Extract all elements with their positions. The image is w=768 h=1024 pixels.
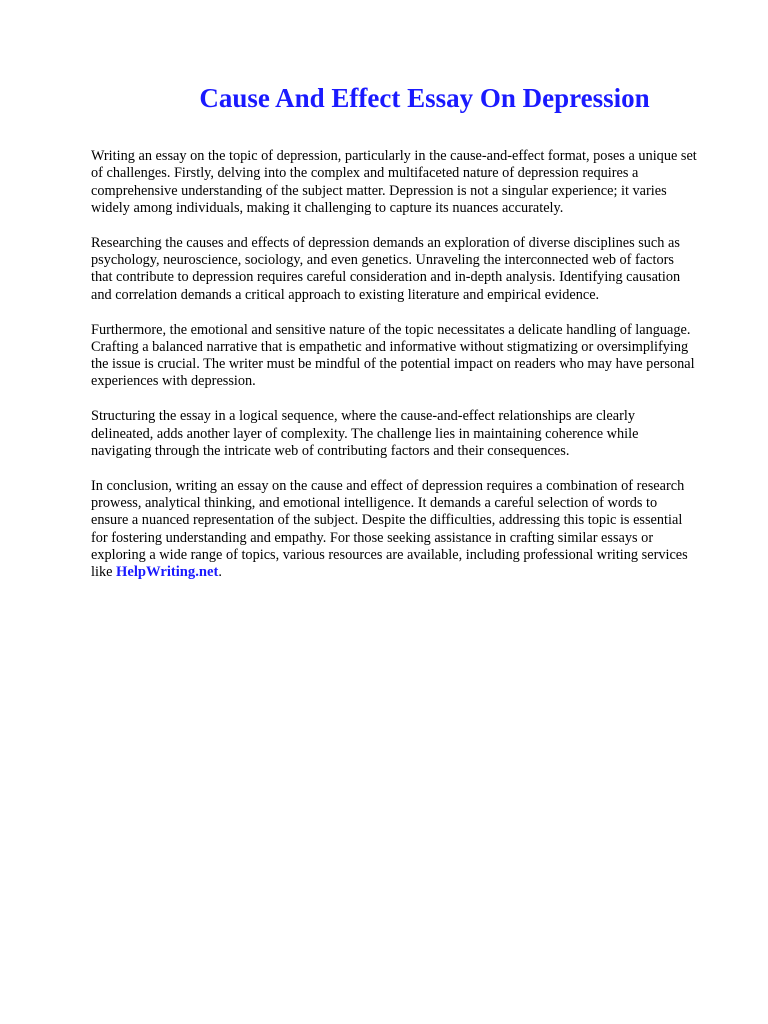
paragraph-4: Structuring the essay in a logical sequence, where the cause-and-effect relationships are clearly delineated, adds another layer of complexity. The challenge lies in maintaining coherence while navigating through the intricate web of contributing factors and their consequences.	[91, 408, 639, 459]
page-title: Cause And Effect Essay On Depression	[199, 83, 650, 113]
paragraph-conclusion	[91, 478, 698, 582]
helpwriting-link[interactable]: HelpWriting.net	[116, 564, 219, 581]
paragraph-2: Researching the causes and effects of depression demands an exploration of diverse disciplines such as psychology, neuroscience, sociology, and even genetics. Unraveling the interconnected web of factors that contribute to depression requires careful consideration and in-depth analysis. Identifying causation and correlation demands a critical approach to existing literature and empirical evidence.	[91, 234, 681, 303]
conclusion-text: In conclusion, writing an essay on the cause and effect of depression requires a combination of research prowess, analytical thinking, and emotional intelligence. It demands a careful selection of words to ensure a nuanced representation of the subject. Despite the difficulties, addressing this topic is essential for fostering understanding and empathy. For those seeking assistance in crafting similar essays or exploring a wide range of topics, various resources are available, including professional writing services like	[91, 477, 688, 581]
paragraph-3: Furthermore, the emotional and sensitive nature of the topic necessitates a delicate handling of language. Crafting a balanced narrative that is empathetic and informative without stigmatizing or oversimplifying the issue is crucial. The writer must be mindful of the potential impact on readers who may have personal experiences with depression.	[91, 321, 695, 390]
paragraph-1: Writing an essay on the topic of depression, particularly in the cause-and-effect format, poses a unique set of challenges. Firstly, delving into the complex and multifaceted nature of depression requires a comprehensive understanding of the subject matter. Depression is not a singular experience; it varies widely among individuals, making it challenging to capture its nuances accurately.	[91, 148, 697, 216]
conclusion-period: .	[218, 564, 222, 581]
